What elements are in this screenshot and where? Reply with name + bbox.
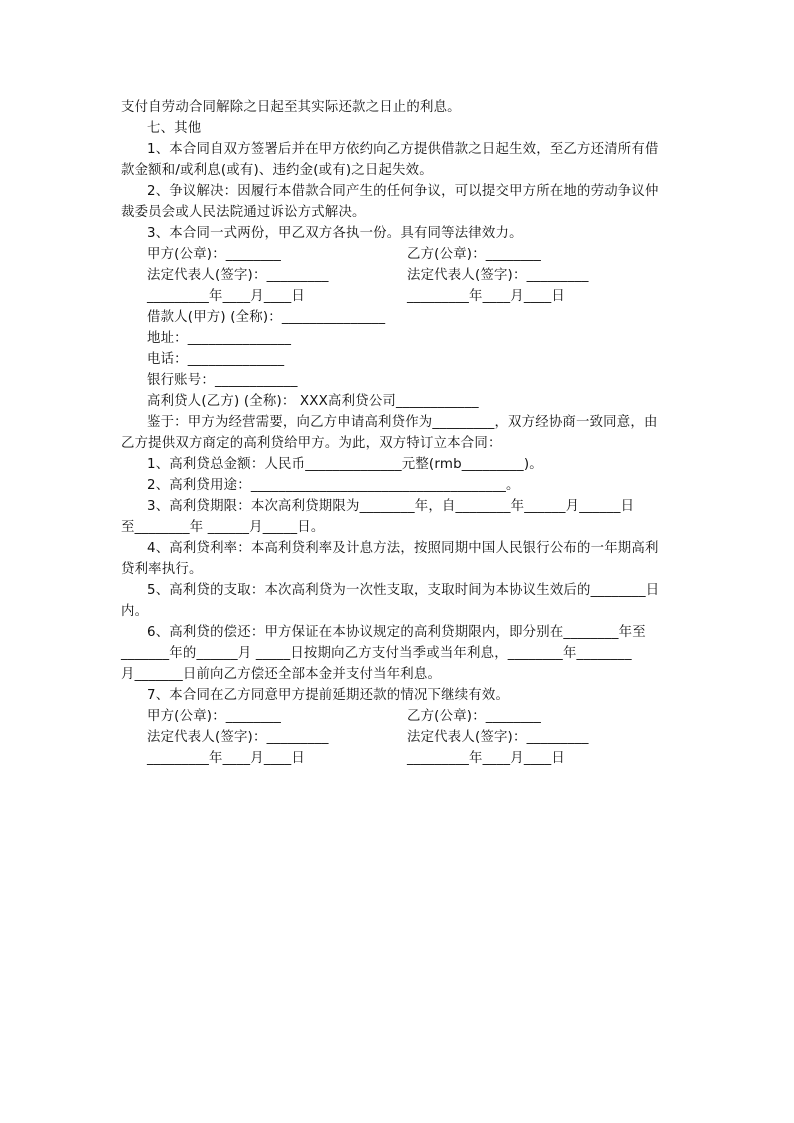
party-b-representative: 法定代表人(签字)：_________: [407, 730, 589, 745]
text-line: 至________年 ______月_____日。: [121, 520, 325, 535]
borrower-phone: 电话：______________: [147, 352, 285, 367]
text-line: 1、高利贷总金额：人民币______________元整(rmb_________)。: [147, 457, 543, 472]
party-b-seal: 乙方(公章)：________: [407, 709, 541, 724]
borrower-address: 地址：_______________: [147, 331, 292, 346]
text-line: 1、本合同自双方签署后并在甲方依约向乙方提供借款之日起生效，至乙方还清所有借: [147, 142, 659, 157]
text-line: 2、高利贷用途：_____________________________________。: [147, 478, 520, 493]
text-line: 贷利率执行。: [121, 562, 203, 577]
lender-name: 高利贷人(乙方) (全称)： XXX高利贷公司____________: [147, 394, 479, 409]
text-line: 乙方提供双方商定的高利贷给甲方。为此，双方特订立本合同：: [121, 436, 502, 451]
text-line: 支付自劳动合同解除之日起至其实际还款之日止的利息。: [121, 100, 461, 115]
text-line: 5、高利贷的支取：本次高利贷为一次性支取，支取时间为本协议生效后的________日: [147, 583, 660, 598]
text-line: 内。: [121, 604, 149, 619]
party-b-seal: 乙方(公章)：________: [407, 247, 541, 262]
party-b-date: _________年____月____日: [407, 289, 565, 304]
borrower-bank-account: 银行账号：____________: [147, 373, 298, 388]
text-line: 3、本合同一式两份，甲乙双方各执一份。具有同等法律效力。: [147, 226, 523, 241]
party-a-representative: 法定代表人(签字)：_________: [147, 268, 329, 283]
party-a-seal: 甲方(公章)：________: [147, 709, 281, 724]
text-line: 2、争议解决：因履行本借款合同产生的任何争议，可以提交甲方所在地的劳动争议仲: [147, 184, 659, 199]
party-a-date: _________年____月____日: [147, 289, 305, 304]
text-line: 鉴于：甲方为经营需要，向乙方申请高利贷作为_________，双方经协商一致同意，由: [147, 415, 658, 430]
party-a-seal: 甲方(公章)：________: [147, 247, 281, 262]
text-line: 款金额和/或利息(或有)、违约金(或有)之日起失效。: [121, 163, 433, 178]
text-line: 3、高利贷期限：本次高利贷期限为________年，自________年______月______日: [147, 499, 635, 514]
text-line: _______年的______月 _____日按期向乙方支付当季或当年利息，________年________: [121, 646, 632, 661]
text-line: 7、本合同在乙方同意甲方提前延期还款的情况下继续有效。: [147, 688, 510, 703]
text-line: 裁委员会或人民法院通过诉讼方式解决。: [121, 205, 366, 220]
party-a-representative: 法定代表人(签字)：_________: [147, 730, 329, 745]
text-line: 月_______日前向乙方偿还全部本金并支付当年利息。: [121, 667, 442, 682]
borrower-name: 借款人(甲方) (全称)：_______________: [147, 310, 386, 325]
party-a-date: _________年____月____日: [147, 751, 305, 766]
text-line: 4、高利贷利率：本高利贷利率及计息方法，按照同期中国人民银行公布的一年期高利: [147, 541, 659, 556]
section-heading: 七、其他: [147, 121, 202, 136]
party-b-representative: 法定代表人(签字)：_________: [407, 268, 589, 283]
party-b-date: _________年____月____日: [407, 751, 565, 766]
text-line: 6、高利贷的偿还：甲方保证在本协议规定的高利贷期限内，即分别在________年至: [147, 625, 646, 640]
